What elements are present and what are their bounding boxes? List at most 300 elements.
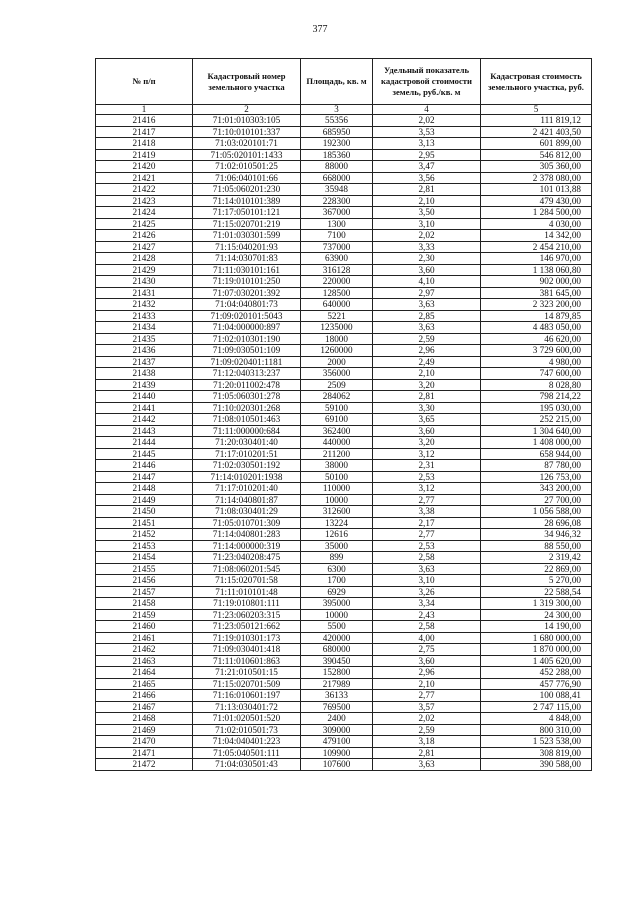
cadastral-value-cell: 8 028,80 [481,379,592,391]
row-number-cell: 21428 [96,253,193,265]
row-number-cell: 21466 [96,690,193,702]
cadastral-value-cell: 5 270,00 [481,575,592,587]
cadastral-value-cell: 1 405 620,00 [481,655,592,667]
area-cell: 1700 [301,575,373,587]
column-number: 2 [193,105,301,115]
specific-value-cell: 2,31 [373,460,481,472]
column-number: 3 [301,105,373,115]
cadastral-number-cell: 71:10:020301:268 [193,402,301,414]
cadastral-value-cell: 2 454 210,00 [481,241,592,253]
specific-value-cell: 2,81 [373,747,481,759]
cadastral-value-cell: 800 310,00 [481,724,592,736]
specific-value-cell: 2,02 [373,713,481,725]
cadastral-value-cell: 24 300,00 [481,609,592,621]
area-cell: 69100 [301,414,373,426]
row-number-cell: 21436 [96,345,193,357]
table-row [96,747,592,759]
area-cell: 737000 [301,241,373,253]
area-cell: 640000 [301,299,373,311]
cadastral-value-cell: 4 483 050,00 [481,322,592,334]
table-row [96,563,592,575]
page-number: 377 [312,24,328,35]
cadastral-value-cell: 1 523 538,00 [481,736,592,748]
table-row [96,621,592,633]
table-row [96,149,592,161]
table-row [96,494,592,506]
row-number-cell: 21423 [96,195,193,207]
specific-value-cell: 2,02 [373,115,481,127]
table-row [96,356,592,368]
table-row [96,299,592,311]
area-cell: 356000 [301,368,373,380]
table-row [96,333,592,345]
cadastral-value-cell: 252 215,00 [481,414,592,426]
row-number-cell: 21450 [96,506,193,518]
specific-value-cell: 2,53 [373,471,481,483]
area-cell: 685950 [301,126,373,138]
cadastral-number-cell: 71:16:010601:197 [193,690,301,702]
table-row [96,575,592,587]
area-cell: 680000 [301,644,373,656]
area-cell: 13224 [301,517,373,529]
row-number-cell: 21467 [96,701,193,713]
cadastral-number-cell: 71:15:020701:219 [193,218,301,230]
specific-value-cell: 3,63 [373,322,481,334]
specific-value-cell: 2,49 [373,356,481,368]
specific-value-cell: 2,97 [373,287,481,299]
cadastral-number-cell: 71:02:030501:192 [193,460,301,472]
area-cell: 1235000 [301,322,373,334]
specific-value-cell: 3,50 [373,207,481,219]
cadastral-number-cell: 71:14:010201:1938 [193,471,301,483]
table-row [96,529,592,541]
cadastral-value-cell: 88 550,00 [481,540,592,552]
specific-value-cell: 3,30 [373,402,481,414]
cadastral-number-cell: 71:17:010201:40 [193,483,301,495]
specific-value-cell: 2,58 [373,552,481,564]
cadastral-number-cell: 71:01:010303:105 [193,115,301,127]
cadastral-number-cell: 71:08:010501:463 [193,414,301,426]
specific-value-cell: 3,10 [373,218,481,230]
area-cell: 88000 [301,161,373,173]
specific-value-cell: 4,10 [373,276,481,288]
area-cell: 59100 [301,402,373,414]
cadastral-number-cell: 71:17:050101:121 [193,207,301,219]
table-row [96,586,592,598]
cadastral-value-cell: 28 696,08 [481,517,592,529]
table-row [96,241,592,253]
specific-value-cell: 2,77 [373,494,481,506]
cadastral-value-cell: 4 848,00 [481,713,592,725]
area-cell: 316128 [301,264,373,276]
row-number-cell: 21448 [96,483,193,495]
area-cell: 110000 [301,483,373,495]
cadastral-value-cell: 4 980,00 [481,356,592,368]
area-cell: 479100 [301,736,373,748]
table-row [96,253,592,265]
cadastral-number-cell: 71:05:060201:230 [193,184,301,196]
cadastral-number-cell: 71:14:040801:87 [193,494,301,506]
cadastral-number-cell: 71:01:020501:520 [193,713,301,725]
cadastral-number-cell: 71:23:060203:315 [193,609,301,621]
cadastral-value-cell: 1 284 500,00 [481,207,592,219]
area-cell: 7100 [301,230,373,242]
table-row [96,667,592,679]
area-cell: 50100 [301,471,373,483]
area-cell: 185360 [301,149,373,161]
specific-value-cell: 3,60 [373,425,481,437]
table-row [96,345,592,357]
table-row [96,483,592,495]
cadastral-number-cell: 71:10:010101:337 [193,126,301,138]
cadastral-number-cell: 71:03:020101:71 [193,138,301,150]
cadastral-value-cell: 1 408 000,00 [481,437,592,449]
area-cell: 2400 [301,713,373,725]
table-row [96,230,592,242]
row-number-cell: 21470 [96,736,193,748]
area-cell: 35000 [301,540,373,552]
cadastral-value-cell: 195 030,00 [481,402,592,414]
specific-value-cell: 3,63 [373,563,481,575]
cadastral-value-cell: 798 214,22 [481,391,592,403]
area-cell: 35948 [301,184,373,196]
cadastral-value-cell: 308 819,00 [481,747,592,759]
table-row [96,437,592,449]
area-cell: 5500 [301,621,373,633]
specific-value-cell: 3,34 [373,598,481,610]
specific-value-cell: 3,20 [373,437,481,449]
specific-value-cell: 2,02 [373,230,481,242]
area-cell: 367000 [301,207,373,219]
cadastral-value-cell: 305 360,00 [481,161,592,173]
specific-value-cell: 3,18 [373,736,481,748]
cadastral-number-cell: 71:07:030201:392 [193,287,301,299]
row-number-cell: 21437 [96,356,193,368]
cadastral-value-cell: 2 323 200,00 [481,299,592,311]
area-cell: 228300 [301,195,373,207]
table-row [96,414,592,426]
cadastral-number-cell: 71:08:060201:545 [193,563,301,575]
specific-value-cell: 2,10 [373,368,481,380]
area-cell: 211200 [301,448,373,460]
row-number-cell: 21420 [96,161,193,173]
cadastral-value-cell: 457 776,90 [481,678,592,690]
table-row [96,172,592,184]
specific-value-cell: 3,57 [373,701,481,713]
table-row [96,391,592,403]
cadastral-value-cell: 34 946,32 [481,529,592,541]
table-row [96,678,592,690]
table-row [96,161,592,173]
table-row [96,310,592,322]
row-number-cell: 21421 [96,172,193,184]
cadastral-number-cell: 71:11:010101:48 [193,586,301,598]
specific-value-cell: 3,20 [373,379,481,391]
cadastral-value-cell: 601 899,00 [481,138,592,150]
row-number-cell: 21418 [96,138,193,150]
specific-value-cell: 2,53 [373,540,481,552]
table-row [96,517,592,529]
header-area: Площадь, кв. м [301,59,373,105]
cadastral-value-cell: 1 138 060,80 [481,264,592,276]
cadastral-number-cell: 71:09:020101:5043 [193,310,301,322]
row-number-cell: 21453 [96,540,193,552]
cadastral-value-cell: 46 620,00 [481,333,592,345]
row-number-cell: 21454 [96,552,193,564]
table-row [96,138,592,150]
cadastral-number-cell: 71:04:000000:897 [193,322,301,334]
specific-value-cell: 2,58 [373,621,481,633]
specific-value-cell: 3,65 [373,414,481,426]
row-number-cell: 21445 [96,448,193,460]
cadastral-number-cell: 71:13:030401:72 [193,701,301,713]
row-number-cell: 21439 [96,379,193,391]
specific-value-cell: 2,96 [373,667,481,679]
specific-value-cell: 3,63 [373,299,481,311]
specific-value-cell: 3,60 [373,655,481,667]
cadastral-value-cell: 1 319 300,00 [481,598,592,610]
table-row [96,713,592,725]
table-row [96,195,592,207]
cadastral-value-cell: 1 870 000,00 [481,644,592,656]
cadastral-number-cell: 71:23:050121:662 [193,621,301,633]
cadastral-number-cell: 71:20:011002:478 [193,379,301,391]
table-row [96,402,592,414]
area-cell: 395000 [301,598,373,610]
cadastral-number-cell: 71:04:040801:73 [193,299,301,311]
cadastral-value-cell: 452 288,00 [481,667,592,679]
area-cell: 10000 [301,609,373,621]
specific-value-cell: 3,12 [373,448,481,460]
cadastral-value-cell: 2 319,42 [481,552,592,564]
cadastral-number-cell: 71:19:010801:111 [193,598,301,610]
cadastral-number-cell: 71:15:020701:58 [193,575,301,587]
table-row [96,184,592,196]
area-cell: 12616 [301,529,373,541]
specific-value-cell: 2,75 [373,644,481,656]
row-number-cell: 21417 [96,126,193,138]
row-number-cell: 21456 [96,575,193,587]
area-cell: 440000 [301,437,373,449]
header-row [96,59,592,105]
row-number-cell: 21416 [96,115,193,127]
row-number-cell: 21461 [96,632,193,644]
column-number: 1 [96,105,193,115]
specific-value-cell: 2,59 [373,724,481,736]
row-number-cell: 21455 [96,563,193,575]
row-number-cell: 21431 [96,287,193,299]
area-cell: 18000 [301,333,373,345]
row-number-cell: 21460 [96,621,193,633]
row-number-cell: 21424 [96,207,193,219]
cadastral-number-cell: 71:08:030401:29 [193,506,301,518]
specific-value-cell: 2,17 [373,517,481,529]
area-cell: 309000 [301,724,373,736]
specific-value-cell: 3,33 [373,241,481,253]
specific-value-cell: 3,60 [373,264,481,276]
cadastral-value-cell: 14 342,00 [481,230,592,242]
row-number-cell: 21432 [96,299,193,311]
area-cell: 5221 [301,310,373,322]
area-cell: 36133 [301,690,373,702]
row-number-cell: 21458 [96,598,193,610]
specific-value-cell: 2,59 [373,333,481,345]
land-plots-table [95,58,592,771]
table-row [96,264,592,276]
cadastral-value-cell: 146 970,00 [481,253,592,265]
cadastral-value-cell: 1 056 588,00 [481,506,592,518]
cadastral-value-cell: 22 869,00 [481,563,592,575]
area-cell: 420000 [301,632,373,644]
cadastral-number-cell: 71:02:010501:73 [193,724,301,736]
header-row-number: № п/п [96,59,193,105]
area-cell: 899 [301,552,373,564]
column-number: 4 [373,105,481,115]
cadastral-value-cell: 2 421 403,50 [481,126,592,138]
row-number-cell: 21463 [96,655,193,667]
cadastral-number-cell: 71:14:000000:319 [193,540,301,552]
table-row [96,724,592,736]
row-number-cell: 21471 [96,747,193,759]
table-row [96,690,592,702]
cadastral-number-cell: 71:09:030401:418 [193,644,301,656]
row-number-cell: 21419 [96,149,193,161]
specific-value-cell: 2,30 [373,253,481,265]
cadastral-number-cell: 71:05:040501:111 [193,747,301,759]
cadastral-value-cell: 4 030,00 [481,218,592,230]
row-number-cell: 21443 [96,425,193,437]
cadastral-value-cell: 3 729 600,00 [481,345,592,357]
specific-value-cell: 2,81 [373,184,481,196]
cadastral-number-cell: 71:04:040401:223 [193,736,301,748]
specific-value-cell: 3,53 [373,126,481,138]
specific-value-cell: 2,43 [373,609,481,621]
cadastral-value-cell: 343 200,00 [481,483,592,495]
cadastral-value-cell: 87 780,00 [481,460,592,472]
specific-value-cell: 3,56 [373,172,481,184]
specific-value-cell: 2,77 [373,690,481,702]
row-number-cell: 21427 [96,241,193,253]
cadastral-value-cell: 747 600,00 [481,368,592,380]
cadastral-number-cell: 71:15:040201:93 [193,241,301,253]
specific-value-cell: 2,95 [373,149,481,161]
cadastral-number-cell: 71:05:010701:309 [193,517,301,529]
row-number-cell: 21465 [96,678,193,690]
cadastral-number-cell: 71:05:060301:278 [193,391,301,403]
area-cell: 769500 [301,701,373,713]
area-cell: 10000 [301,494,373,506]
cadastral-number-cell: 71:02:010301:190 [193,333,301,345]
row-number-cell: 21457 [96,586,193,598]
table-row [96,736,592,748]
table-row [96,655,592,667]
cadastral-value-cell: 390 588,00 [481,759,592,771]
cadastral-number-cell: 71:11:000000:684 [193,425,301,437]
table-row [96,425,592,437]
cadastral-number-cell: 71:11:010601:863 [193,655,301,667]
table-row [96,552,592,564]
row-number-cell: 21464 [96,667,193,679]
row-number-cell: 21435 [96,333,193,345]
table-row [96,368,592,380]
cadastral-value-cell: 1 304 640,00 [481,425,592,437]
cadastral-number-cell: 71:02:010501:25 [193,161,301,173]
cadastral-number-cell: 71:01:030301:599 [193,230,301,242]
header-cadastral-number: Кадастровый номер земельного участка [193,59,301,105]
area-cell: 390450 [301,655,373,667]
area-cell: 312600 [301,506,373,518]
table-row [96,276,592,288]
area-cell: 668000 [301,172,373,184]
table-row [96,598,592,610]
table-row [96,609,592,621]
table-row [96,379,592,391]
specific-value-cell: 2,85 [373,310,481,322]
cadastral-number-cell: 71:15:020701:509 [193,678,301,690]
column-number: 5 [481,105,592,115]
specific-value-cell: 3,47 [373,161,481,173]
row-number-cell: 21446 [96,460,193,472]
table-row [96,207,592,219]
specific-value-cell: 2,10 [373,678,481,690]
cadastral-value-cell: 2 378 080,00 [481,172,592,184]
cadastral-number-cell: 71:14:040801:283 [193,529,301,541]
cadastral-value-cell: 658 944,00 [481,448,592,460]
row-number-cell: 21438 [96,368,193,380]
row-number-cell: 21429 [96,264,193,276]
specific-value-cell: 3,10 [373,575,481,587]
cadastral-number-cell: 71:19:010301:173 [193,632,301,644]
table-row [96,701,592,713]
cadastral-number-cell: 71:09:030501:109 [193,345,301,357]
area-cell: 152800 [301,667,373,679]
row-number-cell: 21462 [96,644,193,656]
row-number-cell: 21430 [96,276,193,288]
specific-value-cell: 3,63 [373,759,481,771]
area-cell: 2509 [301,379,373,391]
table-row [96,644,592,656]
specific-value-cell: 3,26 [373,586,481,598]
row-number-cell: 21426 [96,230,193,242]
row-number-cell: 21422 [96,184,193,196]
cadastral-number-cell: 71:19:010101:250 [193,276,301,288]
cadastral-number-cell: 71:06:040101:66 [193,172,301,184]
table-row [96,460,592,472]
row-number-cell: 21468 [96,713,193,725]
area-cell: 6300 [301,563,373,575]
area-cell: 38000 [301,460,373,472]
row-number-cell: 21425 [96,218,193,230]
row-number-cell: 21472 [96,759,193,771]
area-cell: 63900 [301,253,373,265]
area-cell: 192300 [301,138,373,150]
table-row [96,632,592,644]
cadastral-number-cell: 71:09:020401:1181 [193,356,301,368]
area-cell: 107600 [301,759,373,771]
row-number-cell: 21442 [96,414,193,426]
table-row [96,115,592,127]
cadastral-value-cell: 2 747 115,00 [481,701,592,713]
column-numbers-row [96,105,592,115]
row-number-cell: 21447 [96,471,193,483]
row-number-cell: 21434 [96,322,193,334]
specific-value-cell: 2,10 [373,195,481,207]
area-cell: 284062 [301,391,373,403]
row-number-cell: 21469 [96,724,193,736]
header-specific-value: Удельный показатель кадастровой стоимости земель, руб./кв. м [373,59,481,105]
table-row [96,448,592,460]
header-cadastral-value: Кадастровая стоимость земельного участка, руб. [481,59,592,105]
